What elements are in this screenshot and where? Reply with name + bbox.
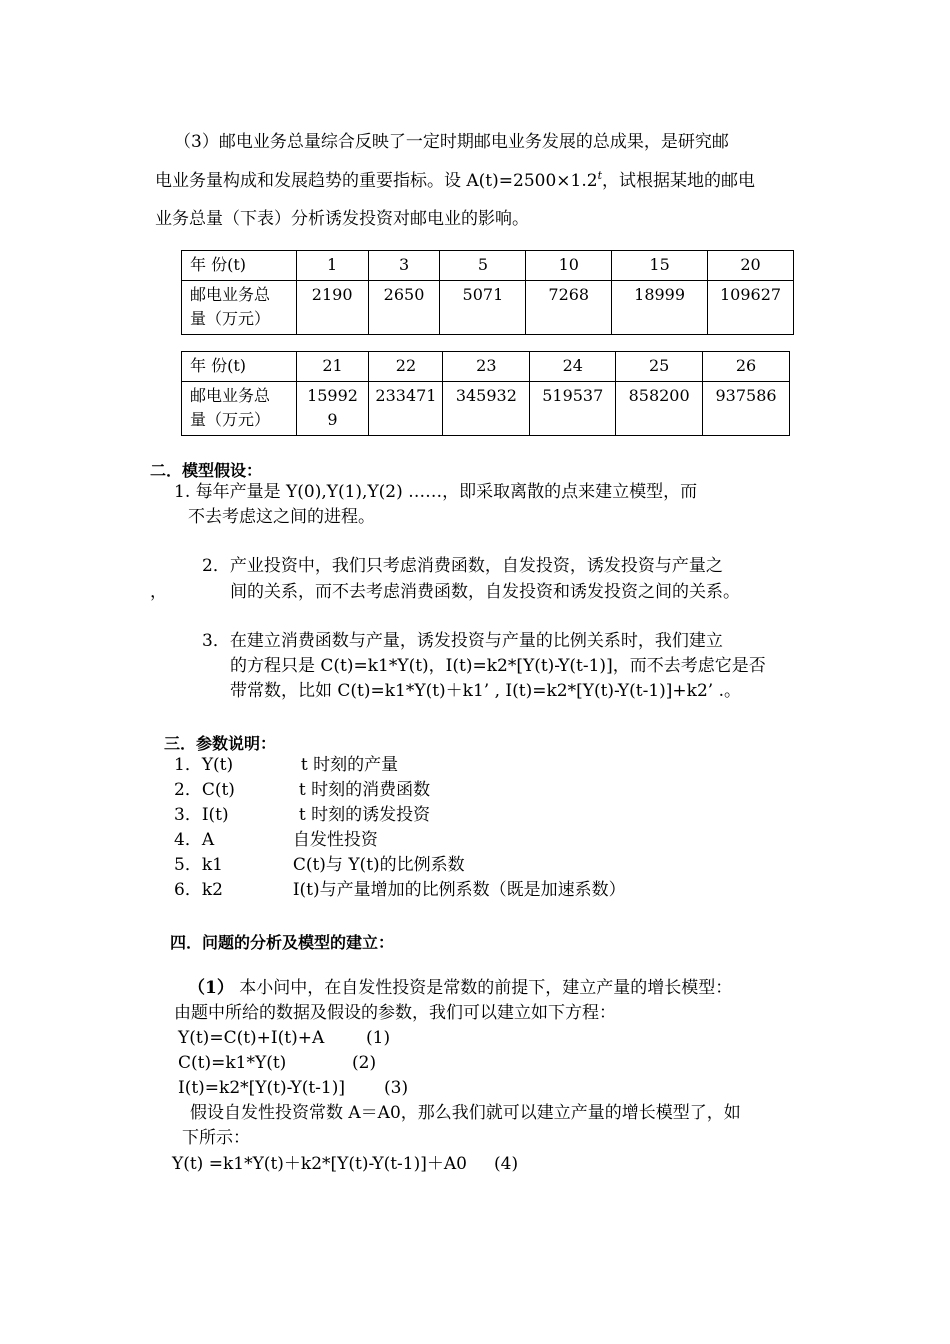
parameter-number: 3． [174,805,202,825]
subquestion-number: （1） [188,978,234,998]
parameter-number: 5． [174,855,202,875]
table-1-value-cell: 18999 [612,281,708,335]
table-2-value-cell: 233471 [369,382,443,436]
analysis-paragraph-3-line-2: 下所示： [182,1128,250,1148]
equation-4 [172,1152,518,1177]
equation-2 [178,1051,376,1076]
table-2-value-row [182,382,790,436]
parameter-description: t 时刻的诱发投资 [298,805,431,825]
table-2-year-label: 年 份(t) [182,352,297,382]
table-1-value-cell: 109627 [708,281,794,335]
parameter-description: t 时刻的产量 [300,755,399,775]
equation-1 [178,1026,390,1051]
parameter-number: 1． [174,755,202,775]
table-2-year-cell: 25 [616,352,703,382]
assumption-3-line-2: 的方程只是 C(t)=k1*Y(t)，I(t)=k2*[Y(t)-Y(t-1)]，而不去考虑它是否 [230,656,766,676]
parameter-number: 2． [174,780,202,800]
assumption-3-line-1: 3．在建立消费函数与产量，诱发投资与产量的比例关系时，我们建立 [202,631,723,651]
table-1-year-cell: 20 [708,251,794,281]
parameter-item [174,878,626,903]
table-2-value-label [182,382,297,436]
table-1-value-cell: 7268 [526,281,612,335]
table-2-value-cell: 519537 [530,382,616,436]
table-2-value-part-1: 15992 [307,386,358,405]
table-1-value-cell: 2650 [368,281,440,335]
assumption-1-line-2: 不去考虑这之间的进程。 [188,507,375,527]
exponent-t: t [597,169,602,182]
parameter-symbol: k2 [201,880,223,900]
table-2-value-cell: 345932 [443,382,530,436]
table-2-value-part-2: 9 [327,410,338,429]
table-1-label-line-1: 邮电业务总 [190,285,271,304]
analysis-paragraph-2: 由题中所给的数据及假设的参数，我们可以建立如下方程： [174,1003,616,1023]
equation-1-number: (1) [366,1028,391,1048]
parameter-number: 4． [174,830,202,850]
table-2-label-line-2: 量（万元） [190,410,271,429]
intro-line-2-tail: ，试根据某地的邮电 [602,171,755,191]
parameter-item [174,828,378,853]
table-1-value-cell: 5071 [440,281,526,335]
intro-line-3: 业务总量（下表）分析诱发投资对邮电业的影响。 [155,209,529,229]
section-4-heading: 四．问题的分析及模型的建立： [170,933,395,952]
table-1-year-cell: 5 [440,251,526,281]
equation-3-number: (3) [384,1078,409,1098]
intro-line-2-main: 电业务量构成和发展趋势的重要指标。设 A(t)=2500×1.2 [155,171,598,191]
subquestion-text: 本小问中，在自发性投资是常数的前提下，建立产量的增长模型： [239,978,733,998]
analysis-paragraph-1 [188,976,732,1001]
table-1-value-row [182,281,794,335]
parameter-item [174,853,465,878]
intro-line-1: （3）邮电业务总量综合反映了一定时期邮电业务发展的总成果，是研究邮 [174,132,729,152]
equation-4-number: (4) [494,1154,519,1174]
table-1-value-cell: 2190 [296,281,368,335]
table-2-year-cell: 24 [530,352,616,382]
assumption-1-line-1: 1. 每年产量是 Y(0),Y(1),Y(2) ……，即采取离散的点来建立模型，而 [174,482,698,502]
equation-2-body: C(t)=k1*Y(t) [178,1053,287,1073]
table-2-year-cell: 22 [369,352,443,382]
parameter-item [174,753,398,778]
equation-1-body: Y(t)=C(t)+I(t)+A [178,1028,325,1048]
table-2-year-cell: 26 [703,352,790,382]
table-1-year-cell: 3 [368,251,440,281]
equation-3-body: I(t)=k2*[Y(t)-Y(t-1)] [178,1078,346,1098]
parameter-description: I(t)与产量增加的比例系数（既是加速系数） [292,880,626,900]
parameter-symbol: A [201,830,215,850]
parameter-description: C(t)与 Y(t)的比例系数 [292,855,465,875]
table-1-label-line-2: 量（万元） [190,309,271,328]
table-1-year-cell: 10 [526,251,612,281]
equation-3 [178,1076,408,1101]
table-2-label-line-1: 邮电业务总 [190,386,271,405]
section-3-heading: 三．参数说明： [164,734,277,753]
table-2-value-cell: 858200 [616,382,703,436]
table-1-year-row [182,251,794,281]
table-1-value-label [182,281,297,335]
table-2-value-cell [296,382,369,436]
parameter-symbol: Y(t) [201,755,234,775]
table-2-year-cell: 21 [296,352,369,382]
parameter-description: 自发性投资 [292,830,378,850]
analysis-paragraph-3-line-1: 假设自发性投资常数 A＝A0，那么我们就可以建立产量的增长模型了，如 [190,1103,741,1123]
parameter-item [174,803,430,828]
data-table-2 [181,351,790,436]
parameter-number: 6． [174,880,202,900]
assumption-2-line-2: 间的关系，而不去考虑消费函数，自发投资和诱发投资之间的关系。 [230,582,740,602]
table-2-year-row [182,352,790,382]
parameter-symbol: k1 [201,855,223,875]
equation-2-number: (2) [352,1053,377,1073]
table-1-year-cell: 15 [612,251,708,281]
table-1-year-cell: 1 [296,251,368,281]
parameter-item [174,778,430,803]
table-1-year-label: 年 份(t) [182,251,297,281]
assumption-3-line-3: 带常数，比如 C(t)=k1*Y(t)＋k1’ , I(t)=k2*[Y(t)-Y(t-1)]+k2’ .。 [230,681,742,701]
data-table-1 [181,250,794,335]
assumption-2-stray-comma: ， [150,582,167,602]
section-2-heading: 二．模型假设： [150,461,263,480]
parameter-symbol: I(t) [201,805,229,825]
parameter-description: t 时刻的消费函数 [298,780,431,800]
assumption-2-line-1: 2．产业投资中，我们只考虑消费函数，自发投资，诱发投资与产量之 [202,556,723,576]
table-2-year-cell: 23 [443,352,530,382]
intro-line-2 [155,166,755,191]
equation-4-body: Y(t) =k1*Y(t)＋k2*[Y(t)-Y(t-1)]＋A0 [172,1154,467,1174]
parameter-symbol: C(t) [201,780,235,800]
table-2-value-cell: 937586 [703,382,790,436]
